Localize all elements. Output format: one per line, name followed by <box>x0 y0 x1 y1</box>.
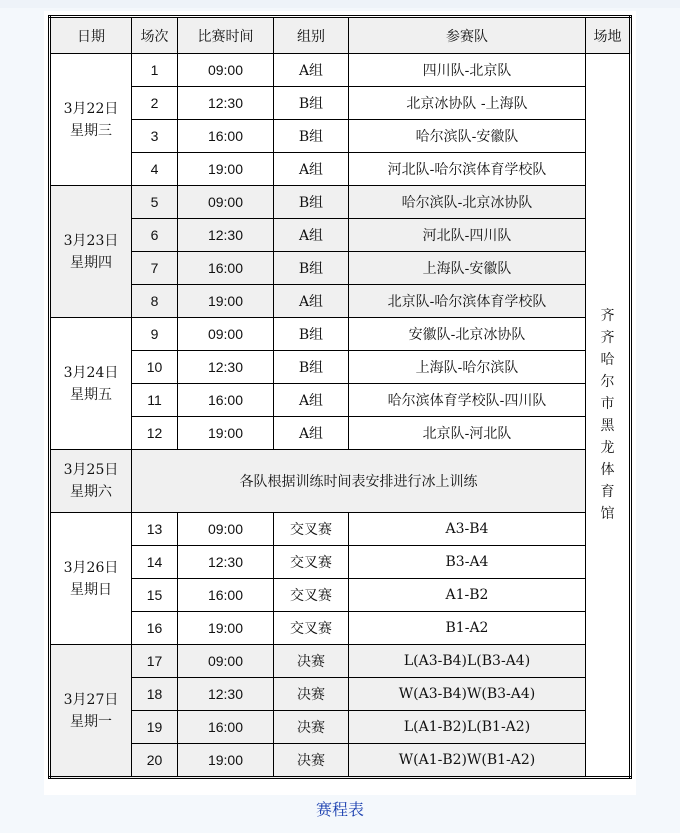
match-no: 7 <box>132 252 178 285</box>
match-no: 16 <box>132 612 178 645</box>
table-row <box>50 219 631 252</box>
table-caption: 赛程表 <box>315 800 364 819</box>
match-group: B组 <box>274 120 349 153</box>
date: 3月27日 <box>63 691 119 708</box>
match-no: 20 <box>132 744 178 778</box>
match-time: 19:00 <box>178 744 274 778</box>
match-time: 09:00 <box>178 513 274 546</box>
training-note: 各队根据训练时间表安排进行冰上训练 <box>132 450 586 513</box>
venue-cell <box>586 54 631 778</box>
match-teams: 哈尔滨队-安徽队 <box>349 120 586 153</box>
match-time: 16:00 <box>178 579 274 612</box>
match-no: 14 <box>132 546 178 579</box>
match-group: 交叉赛 <box>274 546 349 579</box>
match-group: B组 <box>274 318 349 351</box>
table-row <box>50 285 631 318</box>
match-group: B组 <box>274 252 349 285</box>
schedule-table <box>48 15 632 779</box>
date: 3月25日 <box>63 462 119 478</box>
match-teams: B3-A4 <box>349 546 586 579</box>
match-group: 交叉赛 <box>274 579 349 612</box>
weekday: 星期三 <box>70 122 112 139</box>
table-row <box>50 645 631 678</box>
match-time: 19:00 <box>178 153 274 186</box>
match-teams: 北京冰协队 -上海队 <box>349 87 586 120</box>
match-time: 09:00 <box>178 318 274 351</box>
match-no: 17 <box>132 645 178 678</box>
match-no: 11 <box>132 384 178 417</box>
match-time: 09:00 <box>178 186 274 219</box>
header-time: 比赛时间 <box>178 17 274 54</box>
match-no: 1 <box>132 54 178 87</box>
match-no: 15 <box>132 579 178 612</box>
match-no: 9 <box>132 318 178 351</box>
weekday: 星期六 <box>70 484 112 500</box>
match-group: A组 <box>274 153 349 186</box>
match-group: 交叉赛 <box>274 612 349 645</box>
match-group: A组 <box>274 54 349 87</box>
match-teams: L(A3-B4)L(B3-A4) <box>349 645 586 678</box>
match-time: 16:00 <box>178 711 274 744</box>
match-time: 12:30 <box>178 351 274 384</box>
match-teams: 北京队-哈尔滨体育学校队 <box>349 285 586 318</box>
match-group: B组 <box>274 186 349 219</box>
match-teams: W(A3-B4)W(B3-A4) <box>349 678 586 711</box>
date-cell <box>50 186 132 318</box>
match-teams: 河北队-四川队 <box>349 219 586 252</box>
table-row <box>50 612 631 645</box>
match-teams: 河北队-哈尔滨体育学校队 <box>349 153 586 186</box>
match-no: 18 <box>132 678 178 711</box>
match-time: 16:00 <box>178 252 274 285</box>
match-time: 16:00 <box>178 120 274 153</box>
match-group: A组 <box>274 285 349 318</box>
match-time: 12:30 <box>178 678 274 711</box>
weekday: 星期四 <box>70 254 112 271</box>
match-time: 09:00 <box>178 54 274 87</box>
match-no: 3 <box>132 120 178 153</box>
match-teams: 上海队-哈尔滨队 <box>349 351 586 384</box>
date: 3月22日 <box>63 100 119 117</box>
date: 3月24日 <box>63 364 119 381</box>
table-row <box>50 186 631 219</box>
header-date: 日期 <box>50 17 132 54</box>
date-cell <box>50 645 132 778</box>
table-row <box>50 711 631 744</box>
table-row <box>50 513 631 546</box>
match-no: 10 <box>132 351 178 384</box>
match-time: 16:00 <box>178 384 274 417</box>
match-teams: A3-B4 <box>349 513 586 546</box>
weekday: 星期日 <box>70 581 112 598</box>
match-teams: W(A1-B2)W(B1-A2) <box>349 744 586 778</box>
match-no: 5 <box>132 186 178 219</box>
match-group: A组 <box>274 384 349 417</box>
match-group: A组 <box>274 417 349 450</box>
match-time: 12:30 <box>178 87 274 120</box>
date-cell <box>50 513 132 645</box>
match-no: 13 <box>132 513 178 546</box>
match-teams: 安徽队-北京冰协队 <box>349 318 586 351</box>
match-no: 6 <box>132 219 178 252</box>
header-row <box>50 17 631 54</box>
match-teams: A1-B2 <box>349 579 586 612</box>
match-time: 12:30 <box>178 546 274 579</box>
match-group: 决赛 <box>274 678 349 711</box>
header-group: 组别 <box>274 17 349 54</box>
match-time: 12:30 <box>178 219 274 252</box>
date-cell <box>50 318 132 450</box>
table-row <box>50 417 631 450</box>
table-row <box>50 153 631 186</box>
match-time: 19:00 <box>178 612 274 645</box>
top-bar <box>0 0 680 8</box>
weekday: 星期一 <box>70 713 112 730</box>
match-no: 2 <box>132 87 178 120</box>
table-row <box>50 87 631 120</box>
match-teams: B1-A2 <box>349 612 586 645</box>
date-cell <box>50 54 132 186</box>
match-teams: 北京队-河北队 <box>349 417 586 450</box>
match-group: B组 <box>274 351 349 384</box>
match-teams: 四川队-北京队 <box>349 54 586 87</box>
header-teams: 参赛队 <box>349 17 586 54</box>
venue-name: 齐齐哈尔市黑龙体育馆 <box>600 308 615 522</box>
table-row <box>50 252 631 285</box>
date: 3月26日 <box>63 559 119 576</box>
header-match-no: 场次 <box>132 17 178 54</box>
table-row <box>50 318 631 351</box>
match-group: 决赛 <box>274 711 349 744</box>
match-time: 19:00 <box>178 417 274 450</box>
match-group: B组 <box>274 87 349 120</box>
table-row <box>50 546 631 579</box>
match-group: 决赛 <box>274 645 349 678</box>
weekday: 星期五 <box>70 386 112 403</box>
match-teams: 哈尔滨队-北京冰协队 <box>349 186 586 219</box>
match-no: 8 <box>132 285 178 318</box>
table-row <box>50 384 631 417</box>
table-row <box>50 744 631 778</box>
table-row <box>50 450 631 513</box>
date: 3月23日 <box>63 232 119 249</box>
table-row <box>50 54 631 87</box>
header-venue: 场地 <box>586 17 631 54</box>
date-cell <box>50 450 132 513</box>
table-row <box>50 351 631 384</box>
match-no: 12 <box>132 417 178 450</box>
table-row <box>50 579 631 612</box>
match-teams: 上海队-安徽队 <box>349 252 586 285</box>
match-teams: 哈尔滨体育学校队-四川队 <box>349 384 586 417</box>
match-group: A组 <box>274 219 349 252</box>
table-row <box>50 678 631 711</box>
table-row <box>50 120 631 153</box>
match-group: 决赛 <box>274 744 349 778</box>
match-group: 交叉赛 <box>274 513 349 546</box>
match-no: 4 <box>132 153 178 186</box>
match-no: 19 <box>132 711 178 744</box>
match-time: 19:00 <box>178 285 274 318</box>
match-time: 09:00 <box>178 645 274 678</box>
match-teams: L(A1-B2)L(B1-A2) <box>349 711 586 744</box>
